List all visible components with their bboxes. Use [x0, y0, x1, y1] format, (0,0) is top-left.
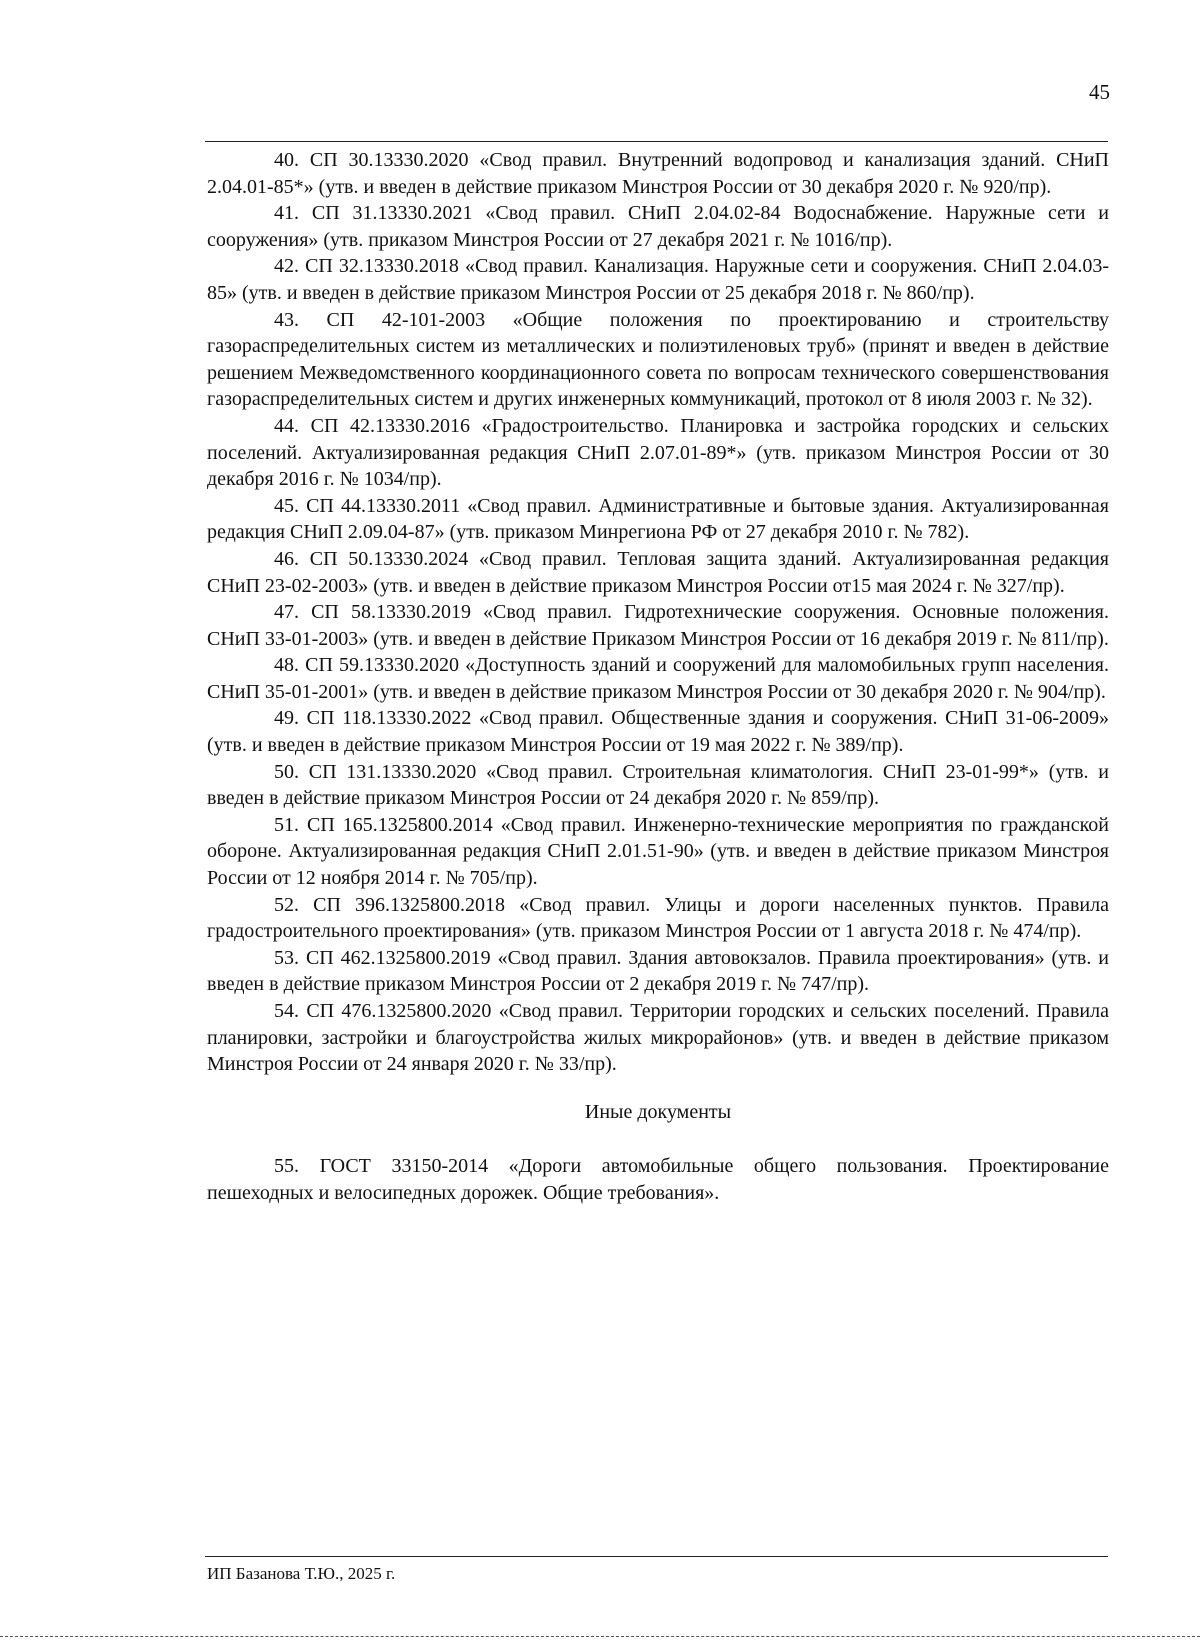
list-item: 54. СП 476.1325800.2020 «Свод правил. Территории городских и сельских поселений. Правила планировки, застройки и благоустройства жилых микрорайонов» (утв. и введен в действие приказом Минстроя России от 24 января 2020 г. № 33/пр). [207, 1000, 1109, 1076]
section-heading: Иные документы [584, 1100, 732, 1123]
footer-rule [205, 1556, 1108, 1557]
list-item: 48. СП 59.13330.2020 «Доступность зданий и сооружений для маломобильных групп населения. СНиП 35-01-2001» (утв. и введен в действие приказом Минстроя России от 30 декабря 2020 г. № 904/пр). [207, 654, 1109, 703]
document-body [207, 147, 1109, 1207]
list-item: 40. СП 30.13330.2020 «Свод правил. Внутренний водопровод и канализация зданий. СНиП 2.04.01-85*» (утв. и введен в действие приказом Минстроя России от 30 декабря 2020 г. № 920/пр). [207, 149, 1109, 198]
header-rule [205, 141, 1108, 142]
list-item: 50. СП 131.13330.2020 «Свод правил. Строительная климатология. СНиП 23-01-99*» (утв. и введен в действие приказом Минстроя России от 24 декабря 2020 г. № 859/пр). [207, 760, 1109, 810]
list-item: 52. СП 396.1325800.2018 «Свод правил. Улицы и дороги населенных пунктов. Правила градостроительного проектирования» (утв. приказом Минстроя России от 1 августа 2018 г. № 474/пр). [207, 893, 1109, 943]
page-number: 45 [1089, 80, 1110, 104]
list-item: 44. СП 42.13330.2016 «Градостроительство. Планировка и застройка городских и сельских поселений. Актуализированная редакция СНиП 2.07.01-89*» (утв. приказом Минстроя России от 30 декабря 2016 г. № 1034/пр). [207, 414, 1109, 491]
list-item: 51. СП 165.1325800.2014 «Свод правил. Инженерно-технические мероприятия по гражданской обороне. Актуализированная редакция СНиП 2.01.51-90» (утв. и введен в действие приказом Минстроя России от 12 ноября 2014 г. № 705/пр). [207, 813, 1109, 890]
list-item: 55. ГОСТ 33150-2014 «Дороги автомобильные общего пользования. Проектирование пешеходных и велосипедных дорожек. Общие требования». [207, 1155, 1109, 1204]
list-item: 47. СП 58.13330.2019 «Свод правил. Гидротехнические сооружения. Основные положения. СНиП 33-01-2003» (утв. и введен в действие Приказом Минстроя России от 16 декабря 2019 г. № 811/пр). [207, 601, 1109, 650]
list-item: 45. СП 44.13330.2011 «Свод правил. Административные и бытовые здания. Актуализированная редакция СНиП 2.09.04-87» (утв. приказом Минрегиона РФ от 27 декабря 2010 г. № 782). [207, 494, 1109, 544]
list-item: 46. СП 50.13330.2024 «Свод правил. Тепловая защита зданий. Актуализированная редакция СНиП 23-02-2003» (утв. и введен в действие приказом Минстроя России от15 мая 2024 г. № 327/пр). [207, 547, 1109, 597]
list-item: 43. СП 42-101-2003 «Общие положения по проектированию и строительству газораспределительных систем из металлических и полиэтиленовых труб» (принят и введен в действие решением Межведомственного координационного совета по вопросам технического совершенствования газораспределительных систем и других инженерных коммуникаций, протокол от 8 июля 2003 г. № 32). [207, 308, 1109, 411]
list-item: 49. СП 118.13330.2022 «Свод правил. Общественные здания и сооружения. СНиП 31-06-2009» (утв. и введен в действие приказом Минстроя России от 19 мая 2022 г. № 389/пр). [207, 707, 1109, 757]
list-item: 42. СП 32.13330.2018 «Свод правил. Канализация. Наружные сети и сооружения. СНиП 2.04.03-85» (утв. и введен в действие приказом Минстроя России от 25 декабря 2018 г. № 860/пр). [207, 255, 1109, 304]
list-item: 53. СП 462.1325800.2019 «Свод правил. Здания автовокзалов. Правила проектирования» (утв. и введен в действие приказом Минстроя России от 2 декабря 2019 г. № 747/пр). [207, 946, 1109, 996]
list-item: 41. СП 31.13330.2021 «Свод правил. СНиП 2.04.02-84 Водоснабжение. Наружные сети и сооружения» (утв. приказом Минстроя России от 27 декабря 2021 г. № 1016/пр). [207, 202, 1109, 251]
scan-edge-line [0, 1636, 1200, 1637]
footer-text: ИП Базанова Т.Ю., 2025 г. [207, 1564, 396, 1583]
